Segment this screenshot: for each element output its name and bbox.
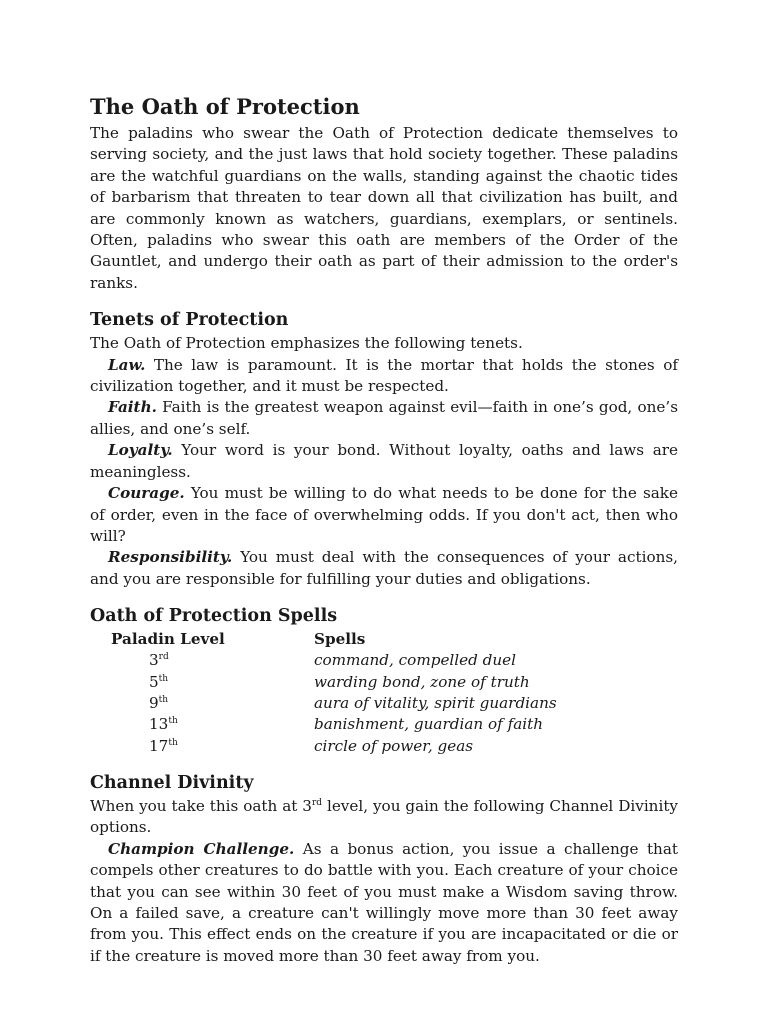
tenet-text: Faith is the greatest weapon against evil—faith in one’s god, one’s allies, and one’s self. — [90, 398, 678, 438]
tenet-text: You must deal with the consequences of your actions, and you are responsible for fulfilling your duties and obligations. — [90, 548, 678, 588]
level-cell — [90, 714, 314, 735]
level-number: 5 — [149, 672, 159, 691]
spells-cell: banishment, guardian of faith — [314, 715, 543, 734]
tenets-title: Tenets of Protection — [90, 310, 289, 331]
table-row — [90, 693, 557, 714]
level-suffix: th — [168, 716, 178, 727]
oath-title: The Oath of Protection — [90, 94, 360, 119]
level-suffix: th — [158, 673, 169, 684]
level-cell — [90, 650, 314, 671]
spells-table — [90, 629, 557, 757]
tenet-term: Law. — [108, 355, 146, 374]
tenet-faith — [90, 397, 678, 440]
tenet-courage — [90, 483, 678, 547]
tenet-term: Faith. — [108, 398, 157, 417]
option-text: As a bonus action, you issue a challenge that compels other creatures to do battle with you. Each creature of your choice that you can see within 30 feet of you must make a Wisdom saving throw. On a failed save, a creature can't willingly move more than 30 feet away from you. This effect ends on the creature if you are incapacitated or die or if the creature is moved more than 30 feet away from you. — [90, 839, 678, 965]
level-number: 3 — [149, 651, 159, 670]
level-suffix: rd — [311, 797, 323, 808]
tenets-section — [90, 308, 678, 590]
tenet-text: Your word is your bond. Without loyalty, oaths and laws are meaningless. — [90, 441, 678, 481]
level-cell — [90, 736, 314, 757]
oath-intro: The paladins who swear the Oath of Protection dedicate themselves to serving society, and the just laws that hold society together. These paladins are the watchful guardians on the walls, standing against the chaotic tides of barbarism that threaten to tear down all that civilization has built, and are commonly known as watchers, guardians, exemplars, or sentinels. Often, paladins who swear this oath are members of the Order of the Gauntlet, and undergo their oath as part of their admission to the order's ranks. — [90, 124, 678, 292]
level-number: 17 — [149, 736, 169, 755]
table-row — [90, 714, 557, 735]
spells-cell: command, compelled duel — [314, 651, 517, 670]
level-suffix: rd — [158, 652, 169, 663]
spells-section — [90, 604, 678, 757]
tenet-responsibility — [90, 547, 678, 590]
table-row — [90, 672, 557, 693]
channel-section — [90, 771, 678, 967]
tenet-law — [90, 355, 678, 398]
table-row — [90, 650, 557, 671]
level-cell — [90, 672, 314, 693]
channel-intro-text: When you take this oath at 3 — [90, 796, 312, 815]
channel-intro-text: level, you gain the following Channel Divinity options. — [90, 796, 679, 837]
tenet-text: You must be willing to do what needs to be done for the sake of order, even in the face of overwhelming odds. If you don't act, then who will? — [90, 484, 678, 545]
tenets-intro: The Oath of Protection emphasizes the following tenets. — [90, 334, 523, 353]
tenet-term: Courage. — [108, 484, 185, 503]
tenet-text: The law is paramount. It is the mortar that holds the stones of civilization together, and it must be respected. — [90, 355, 678, 396]
level-suffix: th — [158, 695, 169, 706]
option-term: Champion Challenge. — [108, 839, 295, 858]
level-suffix: th — [168, 737, 178, 748]
channel-intro — [90, 796, 678, 839]
level-number: 13 — [149, 715, 169, 734]
channel-title: Channel Divinity — [90, 772, 254, 793]
level-number: 9 — [149, 694, 159, 713]
tenet-term: Loyalty. — [108, 441, 173, 460]
spells-cell: warding bond, zone of truth — [314, 672, 530, 691]
level-cell — [90, 693, 314, 714]
document-page — [90, 92, 678, 967]
spells-title: Oath of Protection Spells — [90, 606, 338, 627]
channel-option — [90, 839, 678, 967]
tenet-term: Responsibility. — [108, 548, 233, 567]
spells-cell: circle of power, geas — [314, 736, 474, 755]
col-header-spells: Spells — [314, 630, 366, 649]
table-row — [90, 736, 557, 757]
col-header-level: Paladin Level — [111, 630, 225, 649]
table-header-row — [90, 629, 557, 650]
spells-cell: aura of vitality, spirit guardians — [314, 694, 557, 713]
tenet-loyalty — [90, 440, 678, 483]
